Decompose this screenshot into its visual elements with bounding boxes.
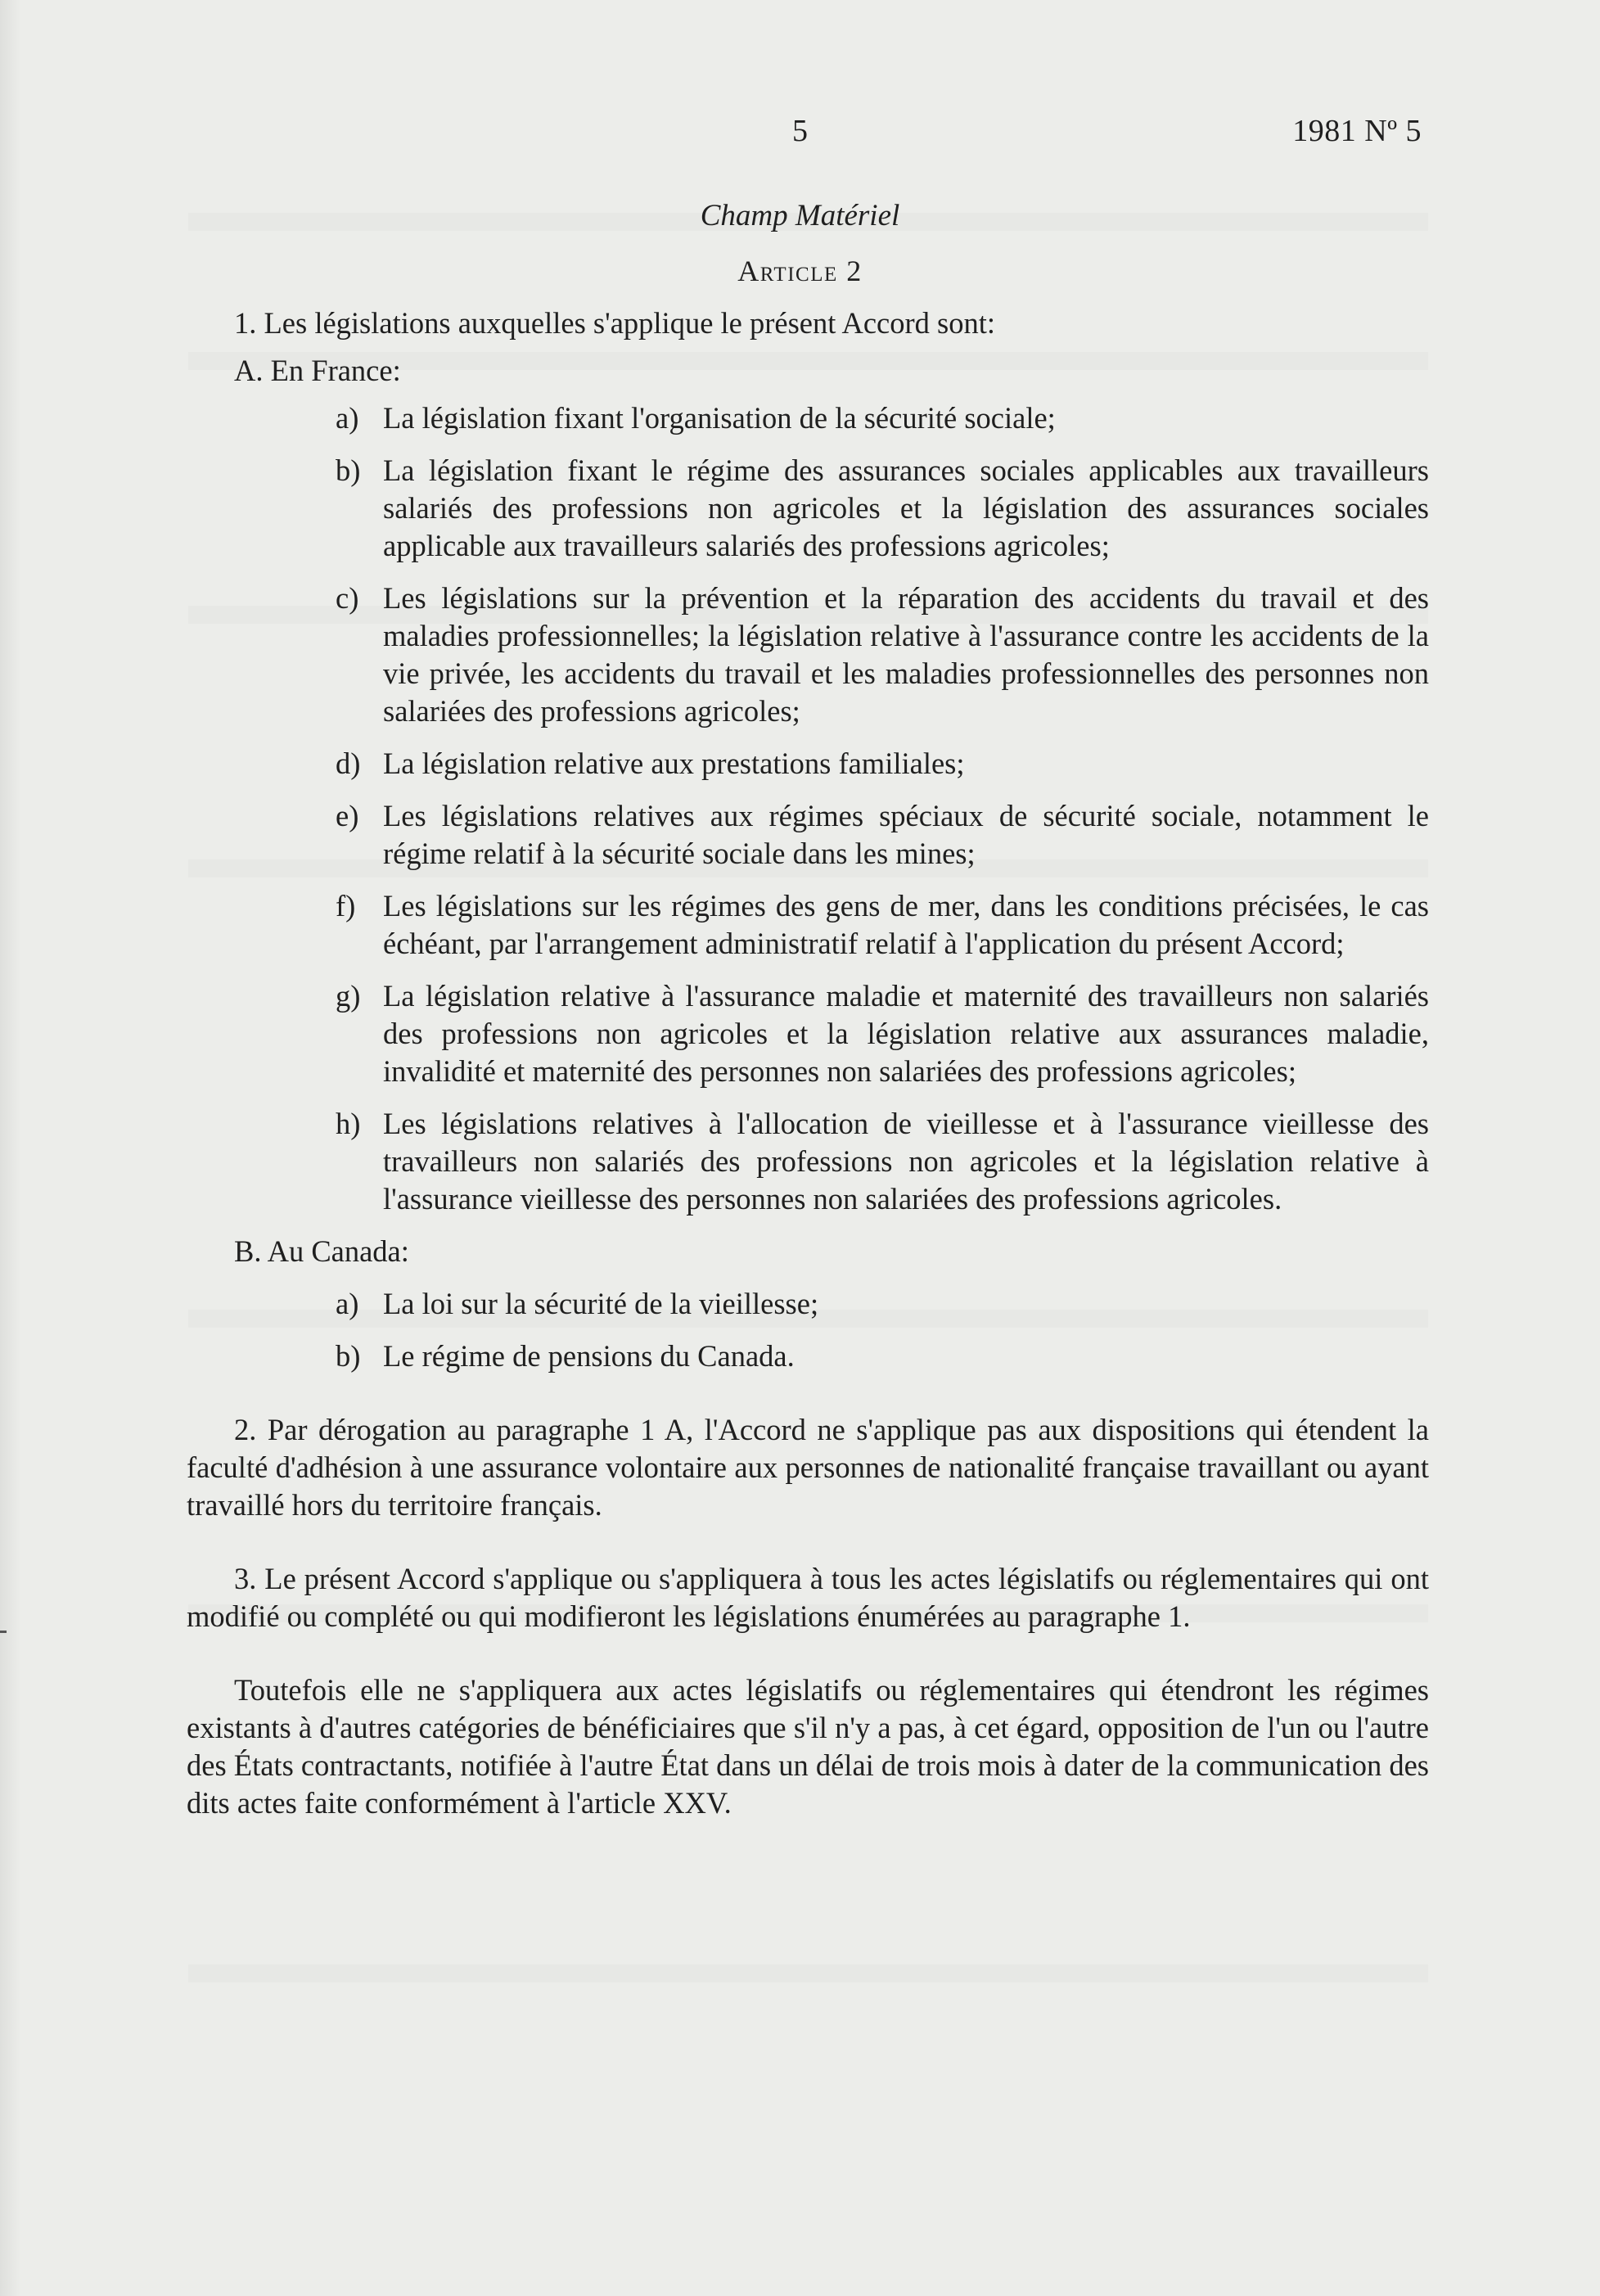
list-item (187, 797, 1429, 873)
list-item-label: e) (336, 799, 359, 832)
list-item (187, 1105, 1429, 1218)
paragraph-2: 2. Par dérogation au paragraphe 1 A, l'Accord ne s'applique pas aux dispositions qui étendent la faculté d'adhésion à une assurance volontaire aux personnes de nationalité française travaillant ou ayant travaillé hors du territoire français. (187, 1413, 1429, 1522)
list-item-label: a) (336, 401, 359, 435)
section-a-label: A. En France: (234, 354, 401, 387)
list-item-text: Les législations relatives à l'allocation de vieillesse et à l'assurance vieillesse des travailleurs non salariés des professions non agricoles et la législation relative à l'assurance vieillesse des personnes non salariées des professions agricoles. (383, 1107, 1429, 1216)
paragraph-toutefois: Toutefois elle ne s'appliquera aux actes législatifs ou réglementaires qui étendront les régimes existants à d'autres catégories de bénéficiaires que s'il n'y a pas, à cet égard, opposition de l'un ou l'autre des États contractants, notifiée à l'autre État dans un délai de trois mois à dater de la communication des dits actes faite conformément à l'article XXV. (187, 1673, 1429, 1820)
list-item (187, 399, 1429, 437)
list-item (187, 580, 1429, 730)
list-item (187, 887, 1429, 963)
list-item-text: La législation relative à l'assurance maladie et maternité des travailleurs non salariés des professions non agricoles et la législation relative aux assurances maladie, invalidité et maternité des personnes non salariées des professions agricoles; (383, 979, 1429, 1088)
list-item-label: d) (336, 747, 361, 780)
list-item-text: Les législations sur les régimes des gens de mer, dans les conditions précisées, le cas échéant, par l'arrangement administratif relatif à l'application du présent Accord; (383, 889, 1429, 960)
list-item-text: Les législations sur la prévention et la réparation des accidents du travail et des maladies professionnelles; la législation relative à l'assurance contre les accidents de la vie privée, les accidents du travail et les maladies professionnelles des personnes non salariées des professions agricoles; (383, 581, 1429, 728)
list-item-label: c) (336, 581, 359, 615)
page-fold-shadow (0, 0, 21, 2296)
page-number: 5 (792, 114, 808, 148)
list-item (187, 1285, 1429, 1323)
list-item (187, 977, 1429, 1090)
list-item-text: Les législations relatives aux régimes spéciaux de sécurité sociale, notamment le régime relatif à la sécurité sociale dans les mines; (383, 799, 1429, 870)
list-item-text: La législation relative aux prestations familiales; (383, 747, 965, 780)
list-item-label: a) (336, 1287, 359, 1320)
list-item (187, 745, 1429, 783)
list-item-label: g) (336, 979, 361, 1013)
list-item-label: b) (336, 453, 361, 487)
list-item (187, 1337, 1429, 1375)
article-heading: Article 2 (737, 255, 863, 287)
intro-paragraph: 1. Les législations auxquelles s'applique le présent Accord sont: (234, 306, 996, 340)
list-item-label: f) (336, 889, 356, 922)
section-b-label: B. Au Canada: (234, 1234, 409, 1268)
paragraph-3: 3. Le présent Accord s'applique ou s'appliquera à tous les actes législatifs ou réglementaires qui ont modifié ou complété ou qui modifieront les législations énumérées au paragraphe 1. (187, 1562, 1429, 1633)
margin-mark (0, 1631, 7, 1633)
list-item-text: La loi sur la sécurité de la vieillesse; (383, 1287, 819, 1320)
list-item-label: h) (336, 1107, 361, 1140)
list-item-text: Le régime de pensions du Canada. (383, 1339, 795, 1373)
list-item (187, 452, 1429, 565)
list-item-label: b) (336, 1339, 361, 1373)
year-number: 1981 Nº 5 (1292, 114, 1422, 148)
list-item-text: La législation fixant le régime des assurances sociales applicables aux travailleurs salariés des professions non agricoles et la législation des assurances sociales applicable aux travailleurs salariés des professions agricoles; (383, 453, 1429, 562)
list-item-text: La législation fixant l'organisation de la sécurité sociale; (383, 401, 1056, 435)
section-title: Champ Matériel (700, 199, 900, 232)
document-body (187, 304, 1429, 1822)
